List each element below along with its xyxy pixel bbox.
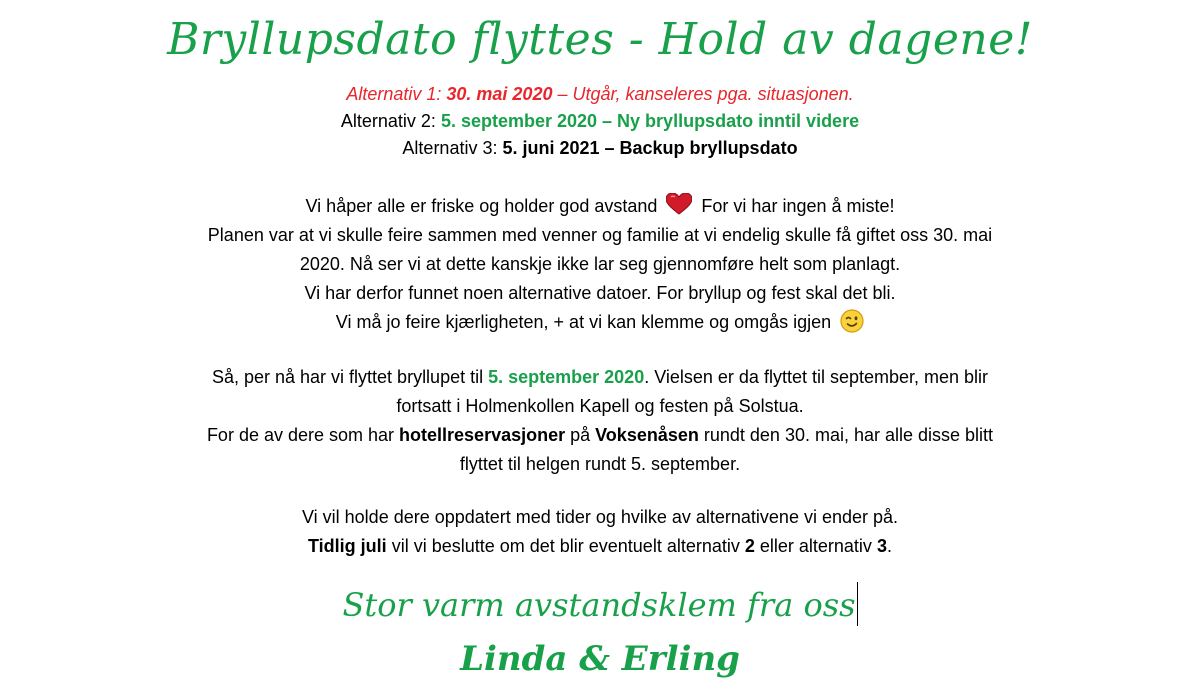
- greeting-text: Vi håper alle er friske og holder god avstand: [305, 196, 658, 216]
- alternative-3-highlight: 5. juni 2021 – Backup bryllupsdato: [502, 138, 798, 158]
- paragraph-3-line-1: Vi vil holde dere oppdatert med tider og hvilke av alternativene vi ender på.: [301, 507, 899, 527]
- hotel-name: Voksenåsen: [595, 425, 699, 445]
- alternative-2: [0, 108, 1200, 134]
- paragraph-1-line-5: [0, 309, 1200, 340]
- heart-icon: [666, 193, 692, 222]
- alternative-3-prefix: Alternativ 3:: [402, 138, 503, 158]
- decision-text-d: eller alternativ: [754, 536, 877, 556]
- paragraph-3-line-2: [0, 533, 1200, 559]
- decision-text-b: vil vi beslutte om det blir eventuelt alternativ: [386, 536, 745, 556]
- paragraph-1-line-4: Vi har derfor funnet noen alternative datoer. For bryllup og fest skal det bli.: [304, 283, 896, 303]
- paragraph-2-line-2: fortsatt i Holmenkollen Kapell og festen på Solstua.: [396, 396, 804, 416]
- hotel-text-e: rundt den 30. mai, har alle disse blitt: [698, 425, 994, 445]
- celebrate-text: Vi må jo feire kjærligheten, + at vi kan klemme og omgås igjen: [335, 312, 832, 332]
- paragraph-2-line-3: [0, 422, 1200, 448]
- hotel-text-c: på: [565, 425, 596, 445]
- hotel-reservations: hotellreservasjoner: [399, 425, 566, 445]
- decision-text-f: .: [886, 536, 892, 556]
- alternative-2-prefix: Alternativ 2:: [340, 111, 441, 131]
- decision-alt-3: 3: [876, 536, 887, 556]
- paragraph-1-line-3: 2020. Nå ser vi at dette kanskje ikke lar seg gjennomføre helt som planlagt.: [299, 254, 901, 274]
- text-cursor: [857, 582, 858, 626]
- paragraph-2-line-1: [0, 364, 1200, 390]
- moved-text-a: Så, per nå har vi flyttet bryllupet til: [211, 367, 489, 387]
- paragraph-2-line-4: flyttet til helgen rundt 5. september.: [459, 454, 741, 474]
- signature: Linda & Erling: [460, 639, 740, 679]
- alternative-2-highlight: 5. september 2020 – Ny bryllupsdato inntil videre: [440, 111, 860, 131]
- hotel-text-a: For de av dere som har: [206, 425, 400, 445]
- alternative-1-prefix: Alternativ 1:: [346, 84, 447, 104]
- alternative-1-rest: – Utgår, kanseleres pga. situasjonen.: [552, 84, 854, 104]
- winking-face-icon: [840, 309, 864, 340]
- new-wedding-date: 5. september 2020: [488, 367, 645, 387]
- decision-alt-2: 2: [744, 536, 755, 556]
- closing-text: Stor varm avstandsklem fra oss: [342, 586, 856, 624]
- alternative-1-date: 30. mai 2020: [446, 84, 553, 104]
- moved-text-b: . Vielsen er da flyttet til september, men blir: [644, 367, 989, 387]
- paragraph-1-line-2: Planen var at vi skulle feire sammen med venner og familie at vi endelig skulle få giftet oss 30. mai: [207, 225, 993, 245]
- decision-time: Tidlig juli: [308, 536, 387, 556]
- page-title: Bryllupsdato flyttes - Hold av dagene!: [167, 14, 1033, 65]
- alternative-1: [0, 81, 1200, 107]
- alternative-3: [0, 135, 1200, 161]
- paragraph-1-line-1: [0, 193, 1200, 222]
- closing-line: [0, 582, 1200, 627]
- greeting-text-2: For vi har ingen å miste!: [701, 196, 895, 216]
